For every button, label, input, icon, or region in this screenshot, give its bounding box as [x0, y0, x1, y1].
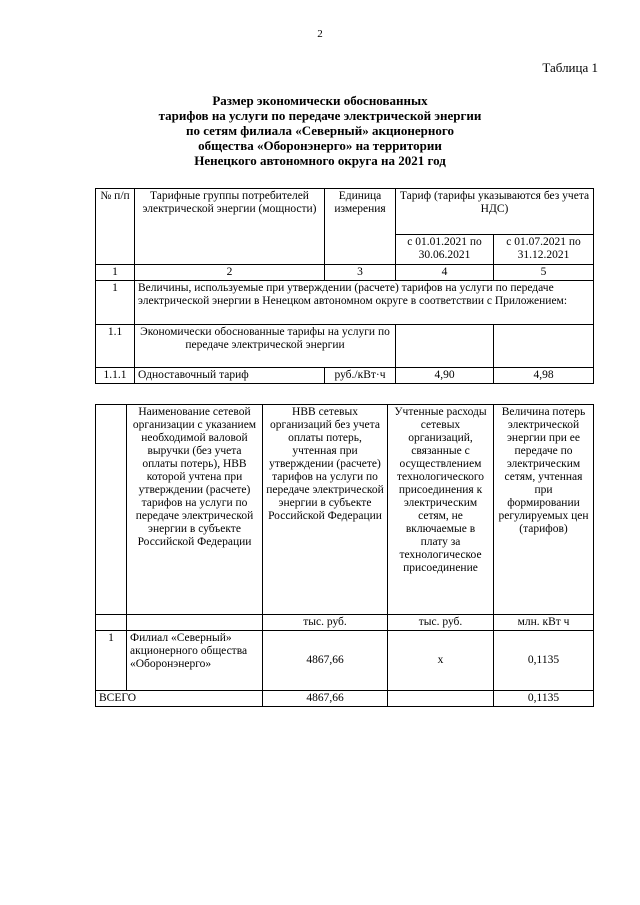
table-header-row — [96, 189, 594, 235]
title-line: тарифов на услуги по передаче электрической энергии — [158, 108, 482, 123]
header-costs: Учтенные расходы сетевых организаций, связанные с осуществлением технологического присоединения к электрическим сетям, не включаемые в плату за технологическое присоединение — [388, 405, 494, 615]
col-number: 5 — [494, 265, 594, 281]
subsection-row — [96, 325, 594, 368]
unit-nvv: тыс. руб. — [263, 615, 388, 631]
section-text: Величины, используемые при утверждении (расчете) тарифов на услуги по передаче электрической энергии в Ненецком автономном округе в соответствии с Приложением: — [135, 281, 594, 325]
section-row — [96, 281, 594, 325]
losses-value: 0,1135 — [494, 631, 594, 691]
header-period-2: с 01.07.2021 по 31.12.2021 — [494, 235, 594, 265]
subsection-num: 1.1 — [96, 325, 135, 368]
empty-cell — [96, 615, 127, 631]
total-nvv: 4867,66 — [263, 691, 388, 707]
unit-costs: тыс. руб. — [388, 615, 494, 631]
empty-cell — [494, 325, 594, 368]
units-row — [96, 615, 594, 631]
total-costs — [388, 691, 494, 707]
unit-losses: млн. кВт ч — [494, 615, 594, 631]
tariff-table — [95, 188, 594, 384]
org-name: Филиал «Северный» акционерного общества «Оборонэнерго» — [127, 631, 263, 691]
table-row — [96, 631, 594, 691]
tariff-unit: руб./кВт·ч — [325, 368, 396, 384]
document-title — [110, 93, 530, 168]
title-line: Ненецкого автономного округа на 2021 год — [194, 153, 446, 168]
table-label: Таблица 1 — [542, 60, 598, 75]
tariff-row — [96, 368, 594, 384]
title-line: Размер экономически обоснованных — [212, 93, 428, 108]
nvv-table — [95, 404, 594, 707]
header-num: № п/п — [96, 189, 135, 265]
total-losses: 0,1135 — [494, 691, 594, 707]
tariff-value-2: 4,98 — [494, 368, 594, 384]
column-numbers-row — [96, 265, 594, 281]
header-groups: Тарифные группы потребителей электрической энергии (мощности) — [135, 189, 325, 265]
tariff-value-1: 4,90 — [396, 368, 494, 384]
header-tariff: Тариф (тарифы указываются без учета НДС) — [396, 189, 594, 235]
empty-cell — [396, 325, 494, 368]
header-org-name: Наименование сетевой организации с указанием необходимой валовой выручки (без учета оплаты потерь), НВВ которой учтена при утверждении (расчете) тарифов на услуги по передаче электрической энергии в субъекте Российской Федерации — [127, 405, 263, 615]
nvv-value: 4867,66 — [263, 631, 388, 691]
tariff-name: Одноставочный тариф — [135, 368, 325, 384]
col-number: 1 — [96, 265, 135, 281]
header-nvv: НВВ сетевых организаций без учета оплаты потерь, учтенная при утверждении (расчете) тарифов на услуги по передаче электрической энергии в субъекте Российской Федерации — [263, 405, 388, 615]
tariff-num: 1.1.1 — [96, 368, 135, 384]
title-line: по сетям филиала «Северный» акционерного — [186, 123, 454, 138]
empty-cell — [127, 615, 263, 631]
section-num: 1 — [96, 281, 135, 325]
page-number: 2 — [317, 28, 323, 40]
col-number: 2 — [135, 265, 325, 281]
empty-cell — [96, 405, 127, 615]
title-line: общества «Оборонэнерго» на территории — [198, 138, 442, 153]
table-header-row — [96, 405, 594, 615]
row-num: 1 — [96, 631, 127, 691]
costs-value: х — [388, 631, 494, 691]
total-label: ВСЕГО — [96, 691, 263, 707]
header-period-1: с 01.01.2021 по 30.06.2021 — [396, 235, 494, 265]
header-unit: Единица измерения — [325, 189, 396, 265]
col-number: 4 — [396, 265, 494, 281]
header-losses: Величина потерь электрической энергии при ее передаче по электрическим сетям, учтенная при формировании регулируемых цен (тарифов) — [494, 405, 594, 615]
subsection-text: Экономически обоснованные тарифы на услуги по передаче электрической энергии — [135, 325, 396, 368]
total-row — [96, 691, 594, 707]
col-number: 3 — [325, 265, 396, 281]
